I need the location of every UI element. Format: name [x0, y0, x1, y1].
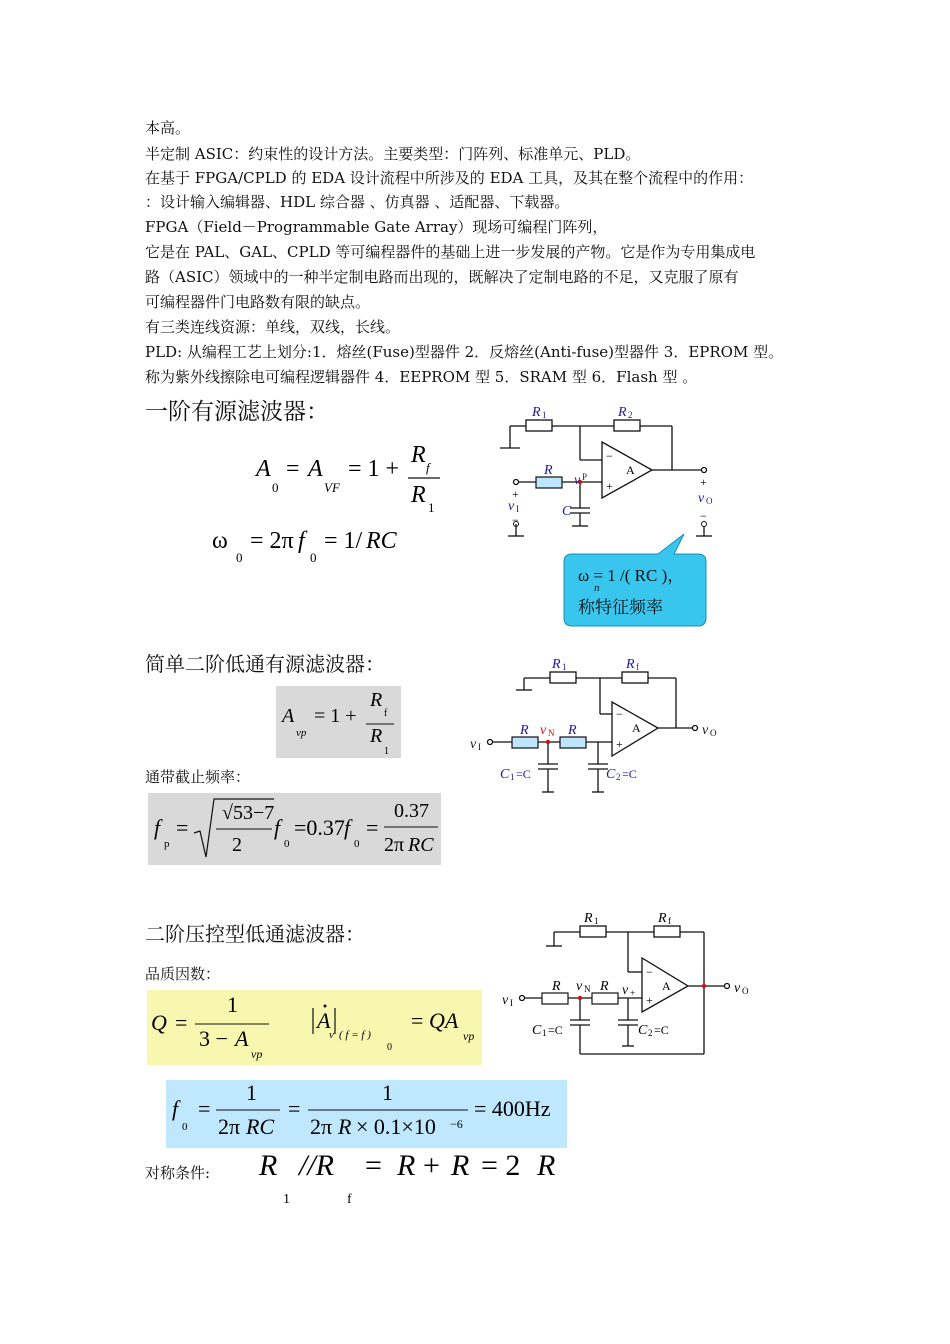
- svg-text:2π: 2π: [310, 1114, 333, 1139]
- svg-text:v: v: [508, 499, 515, 514]
- svg-text:QA: QA: [429, 1008, 459, 1033]
- svg-text://R: //R: [299, 1149, 334, 1182]
- svg-text:RC: RC: [408, 834, 434, 856]
- label-symmetric-condition: 对称条件:: [145, 1164, 211, 1182]
- svg-text:f: f: [344, 815, 351, 840]
- svg-text:R: R: [411, 482, 426, 508]
- svg-text:R: R: [338, 1114, 352, 1139]
- svg-text:2π: 2π: [384, 834, 405, 856]
- svg-text:v: v: [540, 723, 547, 738]
- svg-text:f: f: [668, 916, 671, 926]
- svg-text:O: O: [706, 496, 713, 506]
- svg-text:A: A: [632, 721, 641, 735]
- svg-text:v: v: [734, 981, 741, 996]
- circuit-vcvs-filter: [498, 906, 754, 1056]
- section-heading-vcvs: 二阶压控型低通滤波器：: [145, 922, 365, 946]
- svg-text:+: +: [606, 479, 613, 493]
- svg-text:R: R: [370, 725, 383, 747]
- svg-text:0: 0: [354, 838, 360, 850]
- svg-text:R: R: [658, 911, 667, 926]
- formula-symmetric-condition: [255, 1143, 575, 1205]
- svg-text:0.37: 0.37: [394, 800, 429, 822]
- svg-text:−: −: [616, 707, 623, 721]
- section-heading-second-order: 简单二阶低通有源滤波器：: [145, 652, 385, 676]
- callout-subscript: n: [594, 582, 600, 594]
- svg-text:1: 1: [382, 1080, 393, 1105]
- svg-text:= 2: = 2: [481, 1149, 521, 1182]
- text-line-11: 称为紫外线擦除电可编程逻辑器件 4．EEPROM 型 5．SRAM 型 6．Flash 型 。: [145, 368, 698, 386]
- svg-text:( f = f ): ( f = f ): [339, 1029, 371, 1041]
- svg-text:0: 0: [182, 1121, 188, 1133]
- svg-text:I: I: [516, 504, 519, 514]
- svg-text:R: R: [537, 1149, 556, 1182]
- svg-text:3 −: 3 −: [199, 1026, 228, 1051]
- svg-text:ω: ω: [212, 528, 228, 554]
- svg-text:1: 1: [428, 500, 435, 515]
- svg-text:= 400Hz: = 400Hz: [474, 1096, 551, 1121]
- svg-text:A: A: [282, 705, 295, 727]
- svg-text:v: v: [702, 723, 709, 738]
- svg-text:v: v: [502, 993, 509, 1008]
- svg-text:R: R: [370, 689, 383, 711]
- svg-text:f: f: [384, 708, 388, 719]
- svg-text:C: C: [562, 504, 572, 519]
- svg-text:RC: RC: [366, 528, 397, 554]
- text-line-7: 路（ASIC）领域中的一种半定制电路而出现的，既解决了定制电路的不足，又克服了原有: [145, 268, 739, 286]
- svg-text:C: C: [532, 1023, 542, 1038]
- svg-text:A: A: [308, 456, 323, 482]
- label-cutoff-frequency: 通带截止频率：: [145, 768, 251, 786]
- svg-text:=: =: [411, 1008, 424, 1033]
- svg-text:A: A: [317, 1008, 331, 1033]
- text-line-3: 在基于 FPGA/CPLD 的 EDA 设计流程中所涉及的 EDA 工具，及其在整个流程中的作用：: [145, 169, 754, 187]
- text-line-4: ：设计输入编辑器、HDL 综合器 、仿真器 、适配器、下载器。: [145, 193, 570, 211]
- svg-text:−: −: [606, 449, 613, 463]
- svg-text:vp: vp: [296, 727, 307, 739]
- text-line-2: 半定制 ASIC：约束性的设计方法。主要类型：门阵列、标准单元、PLD。: [145, 145, 641, 163]
- svg-text:f: f: [154, 815, 161, 840]
- svg-text:2: 2: [616, 772, 621, 782]
- svg-text:+: +: [423, 1149, 440, 1182]
- svg-text:+: +: [630, 988, 636, 998]
- svg-text:= 1/: = 1/: [324, 528, 363, 554]
- text-line-10: PLD: 从编程工艺上划分:1．熔丝(Fuse)型器件 2．反熔丝(Anti-fuse)型器件 3．EPROM 型。: [145, 343, 784, 361]
- svg-text:R: R: [584, 911, 593, 926]
- svg-text:R: R: [552, 657, 561, 672]
- svg-text:R: R: [397, 1149, 416, 1182]
- svg-text:vp: vp: [251, 1047, 263, 1061]
- svg-text:1: 1: [594, 916, 599, 926]
- formula-natural-frequency: [166, 1080, 567, 1148]
- svg-text:I: I: [510, 998, 513, 1008]
- svg-text:1: 1: [562, 662, 567, 672]
- svg-text:v: v: [698, 491, 705, 506]
- svg-text:× 0.1×10: × 0.1×10: [356, 1114, 436, 1139]
- svg-text:=: =: [175, 1010, 188, 1035]
- svg-text:R: R: [451, 1149, 470, 1182]
- svg-text:p: p: [164, 838, 170, 850]
- svg-text:−: −: [700, 509, 707, 523]
- svg-text:1: 1: [384, 746, 389, 757]
- svg-text:A: A: [256, 456, 271, 482]
- svg-text:=C: =C: [548, 1023, 563, 1037]
- svg-text:+: +: [700, 475, 707, 489]
- text-line-9: 有三类连线资源：单线，双线，长线。: [145, 318, 401, 336]
- svg-text:C: C: [500, 767, 510, 782]
- svg-text:f: f: [426, 460, 430, 475]
- svg-text:√53−7: √53−7: [222, 802, 275, 824]
- svg-text:f: f: [172, 1096, 179, 1121]
- svg-text:1: 1: [227, 992, 238, 1017]
- svg-text:C: C: [638, 1023, 648, 1038]
- circuit-simple-second-order: [466, 652, 736, 800]
- svg-text:0: 0: [387, 1042, 392, 1053]
- svg-text:=: =: [198, 1096, 211, 1121]
- svg-text:−: −: [646, 965, 653, 979]
- svg-text:+: +: [616, 737, 623, 751]
- svg-text:R: R: [568, 723, 577, 738]
- svg-text:RC: RC: [246, 1114, 275, 1139]
- svg-text:=: =: [365, 1149, 382, 1182]
- svg-text:Q: Q: [151, 1010, 167, 1035]
- text-line-6: 它是在 PAL、GAL、CPLD 等可编程器件的基础上进一步发展的产物。它是作为专用集成电: [145, 243, 756, 261]
- svg-text:−6: −6: [450, 1117, 463, 1131]
- svg-text:+: +: [646, 993, 653, 1007]
- svg-text:= 1 +: = 1 +: [348, 456, 400, 482]
- svg-text:R: R: [411, 442, 426, 468]
- svg-text:N: N: [584, 984, 591, 994]
- svg-text:v: v: [576, 979, 583, 994]
- svg-text:= 1 +: = 1 +: [314, 705, 357, 727]
- svg-text:=: =: [366, 815, 379, 840]
- svg-text:=: =: [288, 1096, 301, 1121]
- svg-text:v: v: [622, 983, 629, 998]
- svg-text:v: v: [574, 473, 581, 488]
- formula-passband-gain: [276, 686, 401, 758]
- text-line-1: 本高。: [145, 119, 191, 137]
- svg-text:v: v: [329, 1029, 334, 1041]
- svg-text:2: 2: [648, 1028, 653, 1038]
- svg-text:R: R: [544, 463, 553, 478]
- svg-text:R: R: [626, 657, 635, 672]
- svg-text:2: 2: [232, 834, 242, 856]
- label-quality-factor: 品质因数：: [145, 965, 221, 983]
- svg-text:VF: VF: [324, 480, 340, 495]
- formula-cutoff-frequency: [148, 793, 441, 865]
- svg-text:C: C: [606, 767, 616, 782]
- svg-text:2π: 2π: [218, 1114, 241, 1139]
- callout-formula: ω = 1 /( RC )，: [578, 566, 685, 585]
- svg-text:A: A: [662, 979, 671, 993]
- svg-text:=: =: [176, 815, 189, 840]
- svg-text:1: 1: [542, 1028, 547, 1038]
- svg-text:1: 1: [542, 410, 547, 420]
- svg-text:R: R: [532, 405, 541, 420]
- svg-text:−: −: [512, 513, 519, 527]
- svg-text:R: R: [618, 405, 627, 420]
- svg-text:1: 1: [510, 772, 515, 782]
- svg-text:+: +: [512, 487, 519, 501]
- formula-gain-first-order: [200, 430, 460, 570]
- svg-text:R: R: [520, 723, 529, 738]
- svg-text:=C: =C: [622, 767, 637, 781]
- svg-text:1: 1: [246, 1080, 257, 1105]
- svg-text:=C: =C: [654, 1023, 669, 1037]
- svg-text:0: 0: [236, 550, 243, 565]
- svg-text:P: P: [582, 472, 588, 482]
- svg-text:=: =: [286, 456, 300, 482]
- circuit-first-order-filter: [490, 400, 730, 550]
- svg-text:=0.37: =0.37: [294, 815, 345, 840]
- svg-text:f: f: [298, 528, 305, 554]
- svg-text:2: 2: [628, 410, 633, 420]
- text-line-8: 可编程器件门电路数有限的缺点。: [145, 293, 371, 311]
- svg-text:O: O: [742, 986, 749, 996]
- formula-quality-factor: [147, 990, 482, 1065]
- svg-text:N: N: [548, 728, 555, 738]
- svg-text:I: I: [478, 742, 481, 752]
- svg-text:1: 1: [283, 1192, 290, 1205]
- svg-text:= 2π: = 2π: [250, 528, 294, 554]
- svg-text:=C: =C: [516, 767, 531, 781]
- svg-text:vp: vp: [463, 1029, 475, 1043]
- svg-text:0: 0: [272, 480, 279, 495]
- svg-text:f: f: [636, 662, 639, 672]
- svg-text:R: R: [600, 979, 609, 994]
- svg-text:0: 0: [284, 838, 290, 850]
- svg-text:v: v: [470, 737, 477, 752]
- svg-text:f: f: [347, 1192, 352, 1205]
- svg-text:R: R: [552, 979, 561, 994]
- text-line-5: FPGA（Field－Programmable Gate Array）现场可编程门阵列，: [145, 218, 608, 236]
- svg-text:O: O: [710, 728, 717, 738]
- svg-text:0: 0: [310, 550, 317, 565]
- section-heading-first-order: 一阶有源滤波器：: [145, 399, 329, 425]
- svg-text:f: f: [274, 815, 281, 840]
- callout-label: 称特征频率: [578, 598, 663, 618]
- svg-text:A: A: [235, 1026, 249, 1051]
- svg-text:A: A: [626, 463, 635, 477]
- svg-text:R: R: [259, 1149, 278, 1182]
